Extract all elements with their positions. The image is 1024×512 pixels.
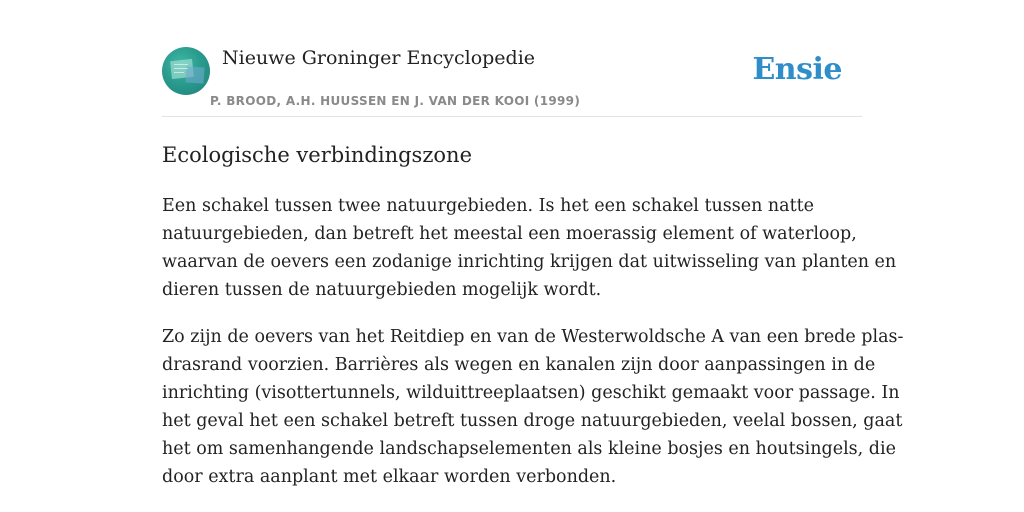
logo-line-decoration: [174, 72, 184, 73]
text-line: waarvan de oevers een zodanige inrichting krijgen dat uitwisseling van planten en: [162, 252, 897, 272]
text-line: het om samenhangende landschapselementen als kleine bosjes en houtsingels, die: [162, 439, 896, 459]
logo-line-decoration: [174, 68, 188, 69]
text-line: natuurgebieden, dan betreft het meestal een moerassig element of waterloop,: [162, 224, 857, 244]
source-title[interactable]: Nieuwe Groninger Encyclopedie: [222, 47, 536, 69]
logo-line-decoration: [174, 64, 188, 65]
text-line: door extra aanplant met elkaar worden verbonden.: [162, 467, 617, 487]
paragraph: [162, 323, 904, 491]
text-line: dieren tussen de natuurgebieden mogelijk wordt.: [162, 280, 602, 300]
text-line: inrichting (visottertunnels, wilduittreeplaatsen) geschikt gemaakt voor passage. In: [162, 383, 900, 403]
source-authors: P. BROOD, A.H. HUUSSEN EN J. VAN DER KOOI (1999): [210, 94, 581, 108]
header: [162, 46, 862, 117]
paragraph: [162, 192, 897, 304]
text-line: het geval het een schakel betreft tussen droge natuurgebieden, veelal bossen, gaat: [162, 411, 903, 431]
text-line: Een schakel tussen twee natuurgebieden. Is het een schakel tussen natte: [162, 196, 815, 216]
brand-logo[interactable]: Ensie: [752, 52, 842, 87]
entry-title: Ecologische verbindingszone: [162, 143, 472, 167]
entry-body: [162, 192, 904, 510]
text-line: Zo zijn de oevers van het Reitdiep en van de Westerwoldsche A van een brede plas-: [162, 327, 904, 347]
logo-sheet-decoration-2: [185, 66, 204, 83]
encyclopedia-cover-icon[interactable]: [162, 47, 210, 95]
text-line: drasrand voorzien. Barrières als wegen en kanalen zijn door aanpassingen in de: [162, 355, 876, 375]
